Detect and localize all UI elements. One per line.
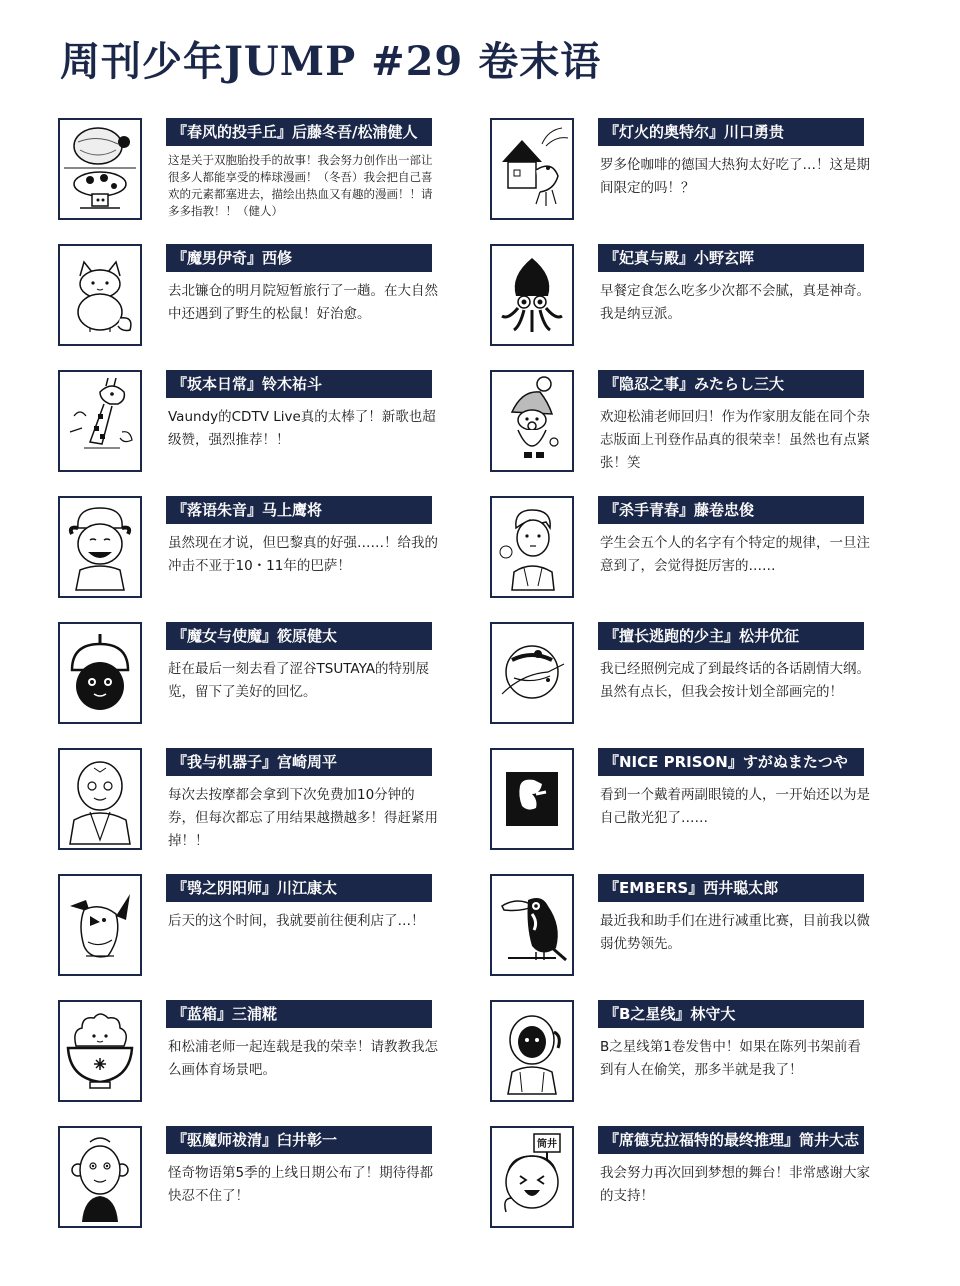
author-avatar: [58, 1000, 142, 1102]
entry-comment: 罗多伦咖啡的德国大热狗太好吃了…！这是期间限定的吗！？: [600, 157, 870, 196]
author-avatar: [490, 1000, 574, 1102]
entry-card: [490, 118, 890, 226]
author-avatar: [58, 496, 142, 598]
acorn-icon: [60, 624, 140, 722]
toucan-icon: [492, 876, 572, 974]
author-avatar: [58, 622, 142, 724]
entry-comment: 学生会五个人的名字有个特定的规律，一旦注意到了，会觉得挺厉害的……: [600, 535, 870, 574]
entry-title: 『灯火的奥特尔』川口勇贵: [598, 118, 864, 146]
author-avatar: [58, 1126, 142, 1228]
entry-comment: 我会努力再次回到梦想的舞台！非常感谢大家的支持！: [600, 1165, 870, 1204]
entry-comment: 后天的这个时间，我就要前往便利店了…！: [168, 913, 425, 929]
entry-card: [58, 118, 458, 226]
author-avatar: [490, 874, 574, 976]
entry-comment: 早餐定食怎么吃多少次都不会腻，真是神奇。我是纳豆派。: [600, 283, 870, 322]
gnome-icon: [492, 372, 572, 470]
entry-card: [58, 496, 458, 604]
author-avatar: [490, 748, 574, 850]
entry-card: [490, 1126, 890, 1234]
entry-card: [490, 244, 890, 352]
baseball-and-mushroom-icon: [60, 120, 140, 218]
author-avatar: [490, 118, 574, 220]
entry-title: 『B之星线』林守大: [598, 1000, 864, 1028]
entry-title: 『妃真与殿』小野玄晖: [598, 244, 864, 272]
astronaut-icon: [492, 1002, 572, 1100]
entry-card: [58, 1000, 458, 1108]
entry-title: 『隐忍之事』みたらし三大: [598, 370, 864, 398]
page-title: 周刊少年JUMP #29 卷末语: [60, 38, 602, 85]
entry-card: [490, 622, 890, 730]
entry-title: 『驱魔师祓清』臼井彰一: [166, 1126, 432, 1154]
entry-comment: 欢迎松浦老师回归！作为作家朋友能在同个杂志版面上刊登作品真的很荣幸！虽然也有点紧张！笑: [600, 409, 870, 471]
shrimp-house-icon: [492, 120, 572, 218]
squid-icon: [492, 246, 572, 344]
round-creature-icon: [492, 624, 572, 722]
author-avatar: [490, 622, 574, 724]
young-man-icon: [492, 498, 572, 596]
sign-label: 筒井: [537, 1139, 557, 1150]
entry-card: [490, 1000, 890, 1108]
entry-title: 『鸮之阴阳师』川江康太: [166, 874, 432, 902]
entry-title: 『魔男伊奇』西修: [166, 244, 432, 272]
entry-title: 『魔女与使魔』筱原健太: [166, 622, 432, 650]
entry-title: 『杀手青春』藤卷忠俊: [598, 496, 864, 524]
cat-icon: [60, 246, 140, 344]
entry-title: 『春风的投手丘』后藤冬吾/松浦健人: [166, 118, 432, 146]
sign-holder-icon: [492, 1128, 572, 1226]
author-avatar: [58, 118, 142, 220]
entry-comment: 怪奇物语第5季的上线日期公布了！期待得都快忍不住了！: [168, 1165, 434, 1204]
author-avatar: [58, 874, 142, 976]
author-avatar: [58, 370, 142, 472]
entry-comment: 赶在最后一刻去看了涩谷TSUTAYA的特别展览，留下了美好的回忆。: [168, 661, 430, 700]
author-avatar: [490, 244, 574, 346]
rice-bowl-icon: [60, 1002, 140, 1100]
entry-card: [58, 370, 458, 478]
entry-comment: 最近我和助手们在进行减重比赛，目前我以微弱优势领先。: [600, 913, 870, 952]
entry-comment: 看到一个戴着两副眼镜的人，一开始还以为是自己散光犯了……: [600, 787, 870, 826]
entry-title: 『落语朱音』马上鹰将: [166, 496, 432, 524]
entry-card: [58, 874, 458, 982]
entry-title: 『擅长逃跑的少主』松井优征: [598, 622, 864, 650]
entry-title: 『NICE PRISON』すがぬまたつや: [598, 748, 864, 776]
author-avatar: [490, 496, 574, 598]
entry-comment: 每次去按摩都会拿到下次免费加10分钟的券，但每次都忘了用结果越攒越多！得赶紧用掉！！: [168, 787, 438, 849]
entry-comment: 虽然现在才说，但巴黎真的好强……！给我的冲击不亚于10・11年的巴萨！: [168, 535, 438, 574]
entry-comment: 我已经照例完成了到最终话的各话剧情大纲。虽然有点长，但我会按计划全部画完的！: [600, 661, 870, 700]
giraffe-icon: [60, 372, 140, 470]
entry-comment: 和松浦老师一起连载是我的荣幸！请教教我怎么画体育场景吧。: [168, 1039, 438, 1078]
entry-title: 『席德克拉福特的最终推理』筒井大志: [598, 1126, 864, 1154]
entry-title: 『我与机器子』宫崎周平: [166, 748, 432, 776]
smiling-man-icon: [60, 498, 140, 596]
entry-card: [490, 874, 890, 982]
entry-comment: 这是关于双胞胎投手的故事！我会努力创作出一部让很多人都能享受的棒球漫画！（冬吾）我会把自己喜欢的元素都塞进去，描绘出热血又有趣的漫画！！请多多指教！！（健人）: [168, 153, 433, 218]
dark-portrait-icon: [492, 750, 572, 848]
entry-comment: 去北镰仓的明月院短暂旅行了一趟。在大自然中还遇到了野生的松鼠！好治愈。: [168, 283, 438, 322]
entry-comment: Vaundy的CDTV Live真的太棒了！新歌也超级赞，强烈推荐！！: [168, 409, 436, 448]
owl-icon: [60, 876, 140, 974]
author-avatar: [58, 748, 142, 850]
entry-comment: B之星线第1卷发售中！如果在陈列书架前看到有人在偷笑，那多半就是我了！: [600, 1039, 861, 1078]
entry-card: [490, 370, 890, 478]
entry-card: [58, 244, 458, 352]
entry-title: 『EMBERS』西井聪太郎: [598, 874, 864, 902]
entry-card: [490, 748, 890, 856]
author-avatar: [490, 370, 574, 472]
bald-man-icon: [60, 750, 140, 848]
author-avatar: [58, 244, 142, 346]
monkey-boy-icon: [60, 1128, 140, 1226]
entry-card: [58, 1126, 458, 1234]
entry-card: [490, 496, 890, 604]
author-avatar: [490, 1126, 574, 1228]
entry-card: [58, 748, 458, 856]
entry-title: 『蓝箱』三浦糀: [166, 1000, 432, 1028]
entry-title: 『坂本日常』铃木祐斗: [166, 370, 432, 398]
entry-card: [58, 622, 458, 730]
